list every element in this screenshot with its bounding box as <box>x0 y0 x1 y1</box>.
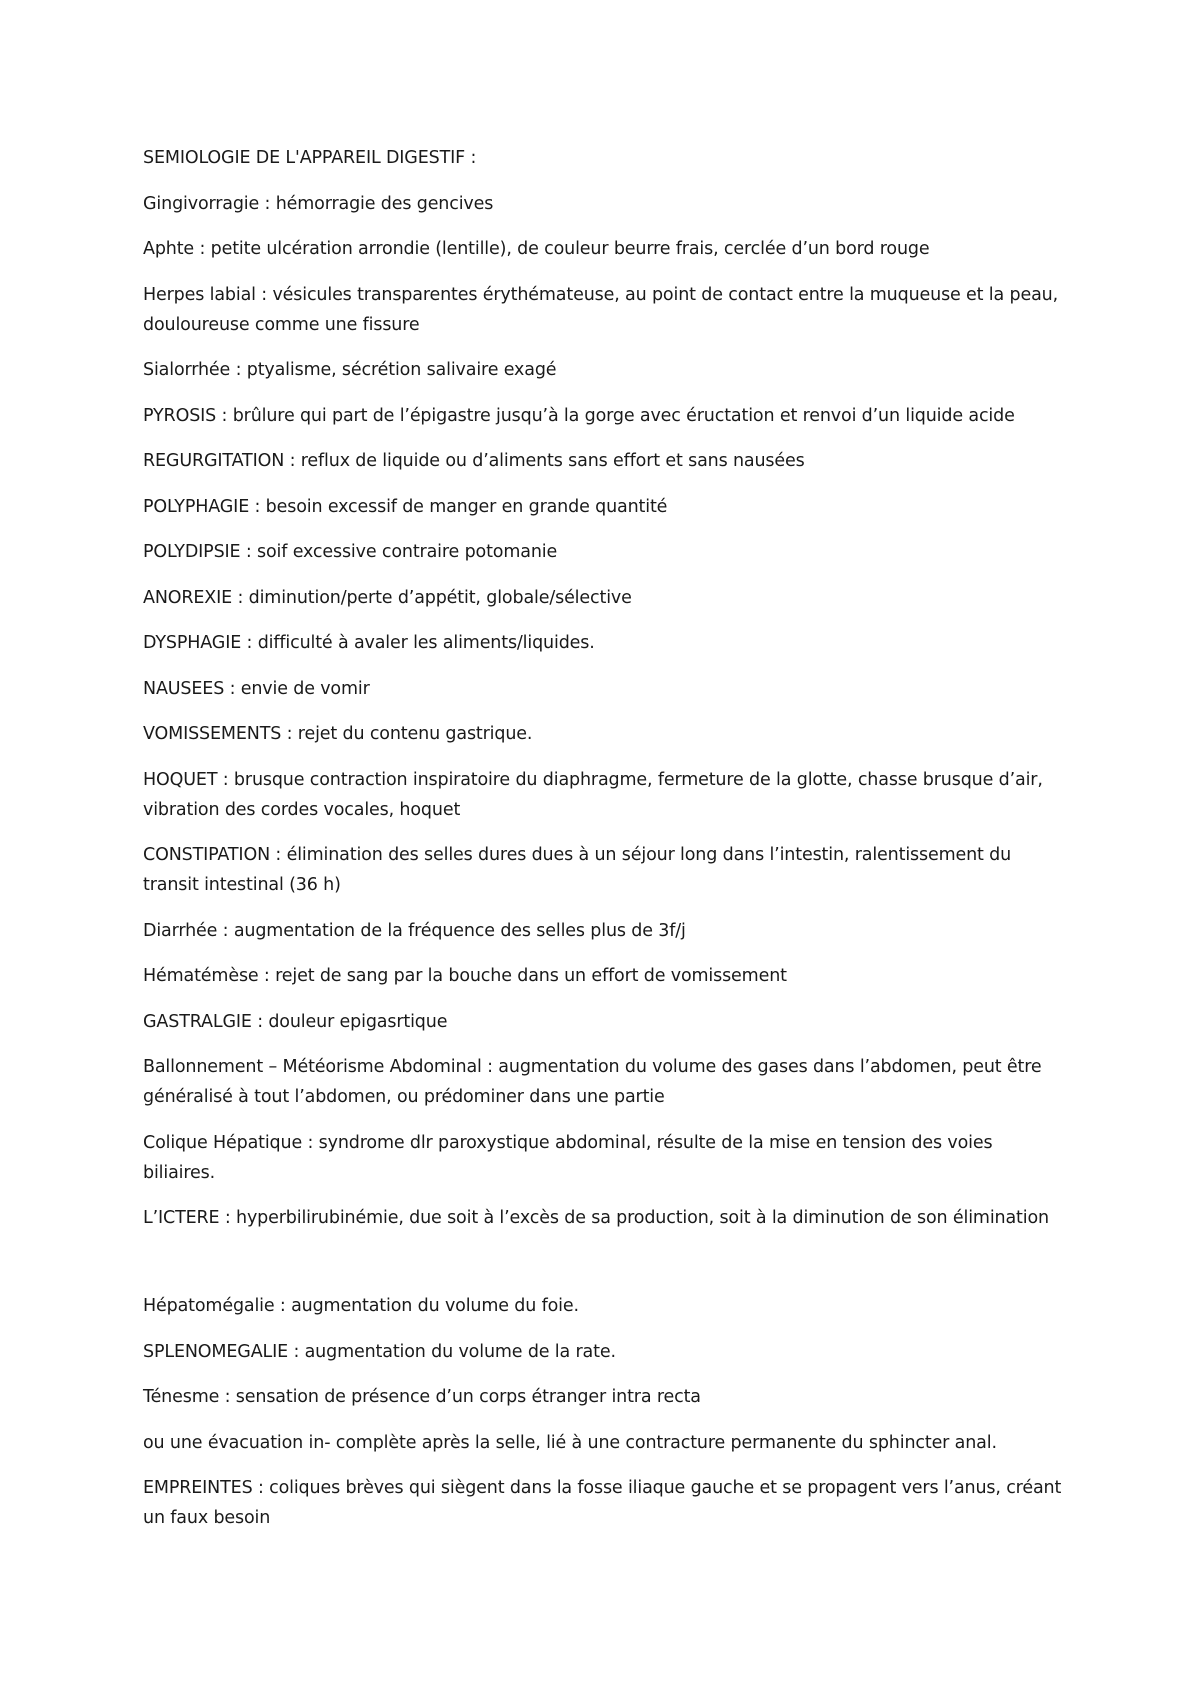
document-body <box>143 143 1068 1549</box>
definition-constipation: CONSTIPATION : élimination des selles dures dues à un séjour long dans l’intestin, ralentissement du transit intestinal (36 h) <box>143 845 1012 895</box>
definition-colique-hepatique: Colique Hépatique : syndrome dlr paroxystique abdominal, résulte de la mise en tension des voies biliaires. <box>143 1132 993 1183</box>
definition-pyrosis: PYROSIS : brûlure qui part de l’épigastre jusqu’à la gorge avec éructation et renvoi d’un liquide acide <box>143 405 1015 426</box>
definition-dysphagie: DYSPHAGIE : difficulté à avaler les aliments/liquides. <box>143 633 595 653</box>
definition-polydipsie: POLYDIPSIE : soif excessive contraire potomanie <box>143 542 558 562</box>
definition-anorexie: ANOREXIE : diminution/perte d’appétit, globale/sélective <box>143 587 632 608</box>
definition-hepatomegalie: Hépatomégalie : augmentation du volume du foie. <box>143 1296 579 1316</box>
definition-ictere: L’ICTERE : hyperbilirubinémie, due soit à l’excès de sa production, soit à la diminution de son élimination <box>143 1208 1049 1228</box>
definition-hoquet: HOQUET : brusque contraction inspiratoire du diaphragme, fermeture de la glotte, chasse brusque d’air, vibration des cordes vocales, hoquet <box>143 769 1043 820</box>
definition-ballonnement: Ballonnement – Météorisme Abdominal : augmentation du volume des gases dans l’abdomen, peut être généralisé à tout l’abdomen, ou prédominer dans une partie <box>143 1057 1042 1107</box>
definition-tenesme: Ténesme : sensation de présence d’un corps étranger intra recta <box>143 1387 701 1407</box>
definition-aphte: Aphte : petite ulcération arrondie (lentille), de couleur beurre frais, cerclée d’un bord rouge <box>143 239 930 259</box>
definition-herpes-labial: Herpes labial : vésicules transparentes érythémateuse, au point de contact entre la muqueuse et la peau, douloureuse comme une fissure <box>143 284 1059 335</box>
document-title: SEMIOLOGIE DE L'APPAREIL DIGESTIF : <box>143 148 477 168</box>
definition-vomissements: VOMISSEMENTS : rejet du contenu gastrique. <box>143 724 533 744</box>
definition-gastralgie: GASTRALGIE : douleur epigasrtique <box>143 1011 448 1032</box>
definition-hematemese: Hématémèse : rejet de sang par la bouche dans un effort de vomissement <box>143 966 787 986</box>
definition-diarrhee: Diarrhée : augmentation de la fréquence des selles plus de 3f/j <box>143 920 686 941</box>
definition-nausees: NAUSEES : envie de vomir <box>143 678 370 699</box>
definition-tenesme-continued: ou une évacuation in- complète après la selle, lié à une contracture permanente du sphincter anal. <box>143 1432 997 1453</box>
definition-sialorrhee: Sialorrhée : ptyalisme, sécrétion salivaire exagé <box>143 360 557 380</box>
definition-splenomegalie: SPLENOMEGALIE : augmentation du volume de la rate. <box>143 1341 616 1362</box>
definition-regurgitation: REGURGITATION : reflux de liquide ou d’aliments sans effort et sans nausées <box>143 451 805 471</box>
definition-gingivorragie: Gingivorragie : hémorragie des gencives <box>143 193 494 214</box>
definition-empreintes: EMPREINTES : coliques brèves qui siègent dans la fosse iliaque gauche et se propagent vers l’anus, créant un faux besoin <box>143 1478 1062 1528</box>
definition-polyphagie: POLYPHAGIE : besoin excessif de manger en grande quantité <box>143 496 668 517</box>
